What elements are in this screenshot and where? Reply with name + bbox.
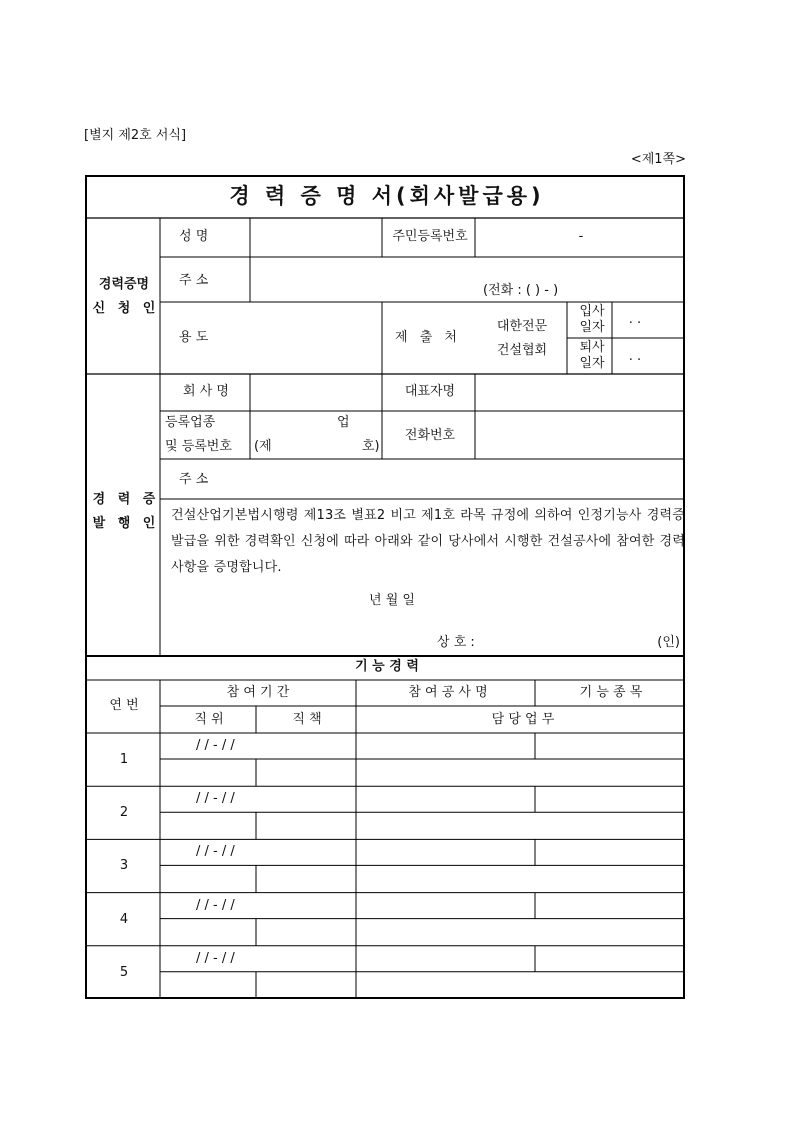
purpose-label: 용 도 [179, 330, 209, 345]
document-title: 경 력 증 명 서(회사발급용) [229, 184, 545, 208]
certification-statement: 건설산업기본법시행령 제13조 별표2 비고 제1호 라목 규정에 의하여 인정기능사 경력증 발급을 위한 경력확인 신청에 따라 아래와 같이 당사에서 시행한 건설공사에 참여한 경력사항을 증명합니다. [171, 508, 685, 575]
career-row-number: 2 [119, 805, 129, 821]
submit-to-line2: 건설협회 [496, 343, 548, 358]
career-row-number: 1 [119, 752, 129, 767]
registration-label-line1: 등록업종 [165, 415, 216, 430]
page-number-label: <제1쪽> [630, 152, 686, 167]
col-duty-title: 직 책 [292, 712, 322, 727]
leave-date-label-line2: 일자 [579, 356, 605, 371]
join-date-label-line1: 입사 [579, 304, 605, 319]
issuer-section-label-line2: 발 행 인 [92, 516, 160, 531]
col-participation-period: 참 여 기 간 [226, 685, 290, 700]
col-assigned-work: 담 당 업 무 [491, 712, 555, 727]
career-row-number: 4 [119, 911, 129, 927]
col-project-name: 참 여 공 사 명 [408, 685, 488, 700]
resident-number-dash: - [578, 229, 584, 244]
form-number-label: [별지 제2호 서식] [84, 128, 187, 143]
career-row-period-template: / / - / / [196, 897, 235, 913]
applicant-phone-text: (전화 : ( ) - ) [483, 283, 559, 298]
career-row-period-template: / / - / / [196, 791, 235, 807]
leave-date-dots: · · [628, 353, 642, 368]
seal-mark: (인) [657, 635, 680, 650]
career-row-period-template: / / - / / [196, 844, 235, 860]
business-type-suffix: 업 [337, 415, 350, 430]
applicant-address-label: 주 소 [179, 273, 209, 288]
applicant-section-label-line1: 경력증명 [98, 277, 150, 292]
career-row-number: 5 [119, 964, 129, 980]
registration-number-prefix: (제 [254, 439, 272, 454]
certificate-form [85, 175, 685, 999]
resident-number-label: 주민등록번호 [392, 229, 468, 244]
company-name-label: 회 사 명 [183, 384, 229, 399]
leave-date-label-line1: 퇴사 [579, 340, 605, 355]
career-row-number: 3 [119, 858, 129, 874]
col-position: 직 위 [194, 712, 224, 727]
registration-label-line2: 및 등록번호 [165, 439, 232, 454]
issue-date-line: 년 월 일 [369, 593, 415, 608]
col-serial-number: 연 번 [109, 698, 139, 713]
issuer-address-label: 주 소 [179, 472, 209, 487]
join-date-label-line2: 일자 [579, 320, 605, 335]
issuer-section-label-line1: 경 력 증 [92, 492, 160, 507]
submit-to-label: 제 출 처 [395, 330, 461, 345]
submit-to-line1: 대한전문 [496, 319, 548, 334]
phone-number-label: 전화번호 [404, 428, 456, 443]
name-label: 성 명 [179, 229, 209, 244]
applicant-section-label-line2: 신 청 인 [92, 301, 160, 316]
registration-number-suffix: 호) [362, 439, 380, 454]
company-seal-label: 상 호 : [437, 635, 475, 650]
form-grid [87, 177, 687, 1001]
join-date-dots: · · [628, 316, 642, 331]
ceo-name-label: 대표자명 [404, 384, 456, 399]
career-row-period-template: / / - / / [196, 738, 235, 753]
career-row-period-template: / / - / / [196, 950, 235, 966]
col-skill-type: 기 능 종 목 [579, 685, 643, 700]
career-title: 기 능 경 력 [355, 659, 419, 674]
